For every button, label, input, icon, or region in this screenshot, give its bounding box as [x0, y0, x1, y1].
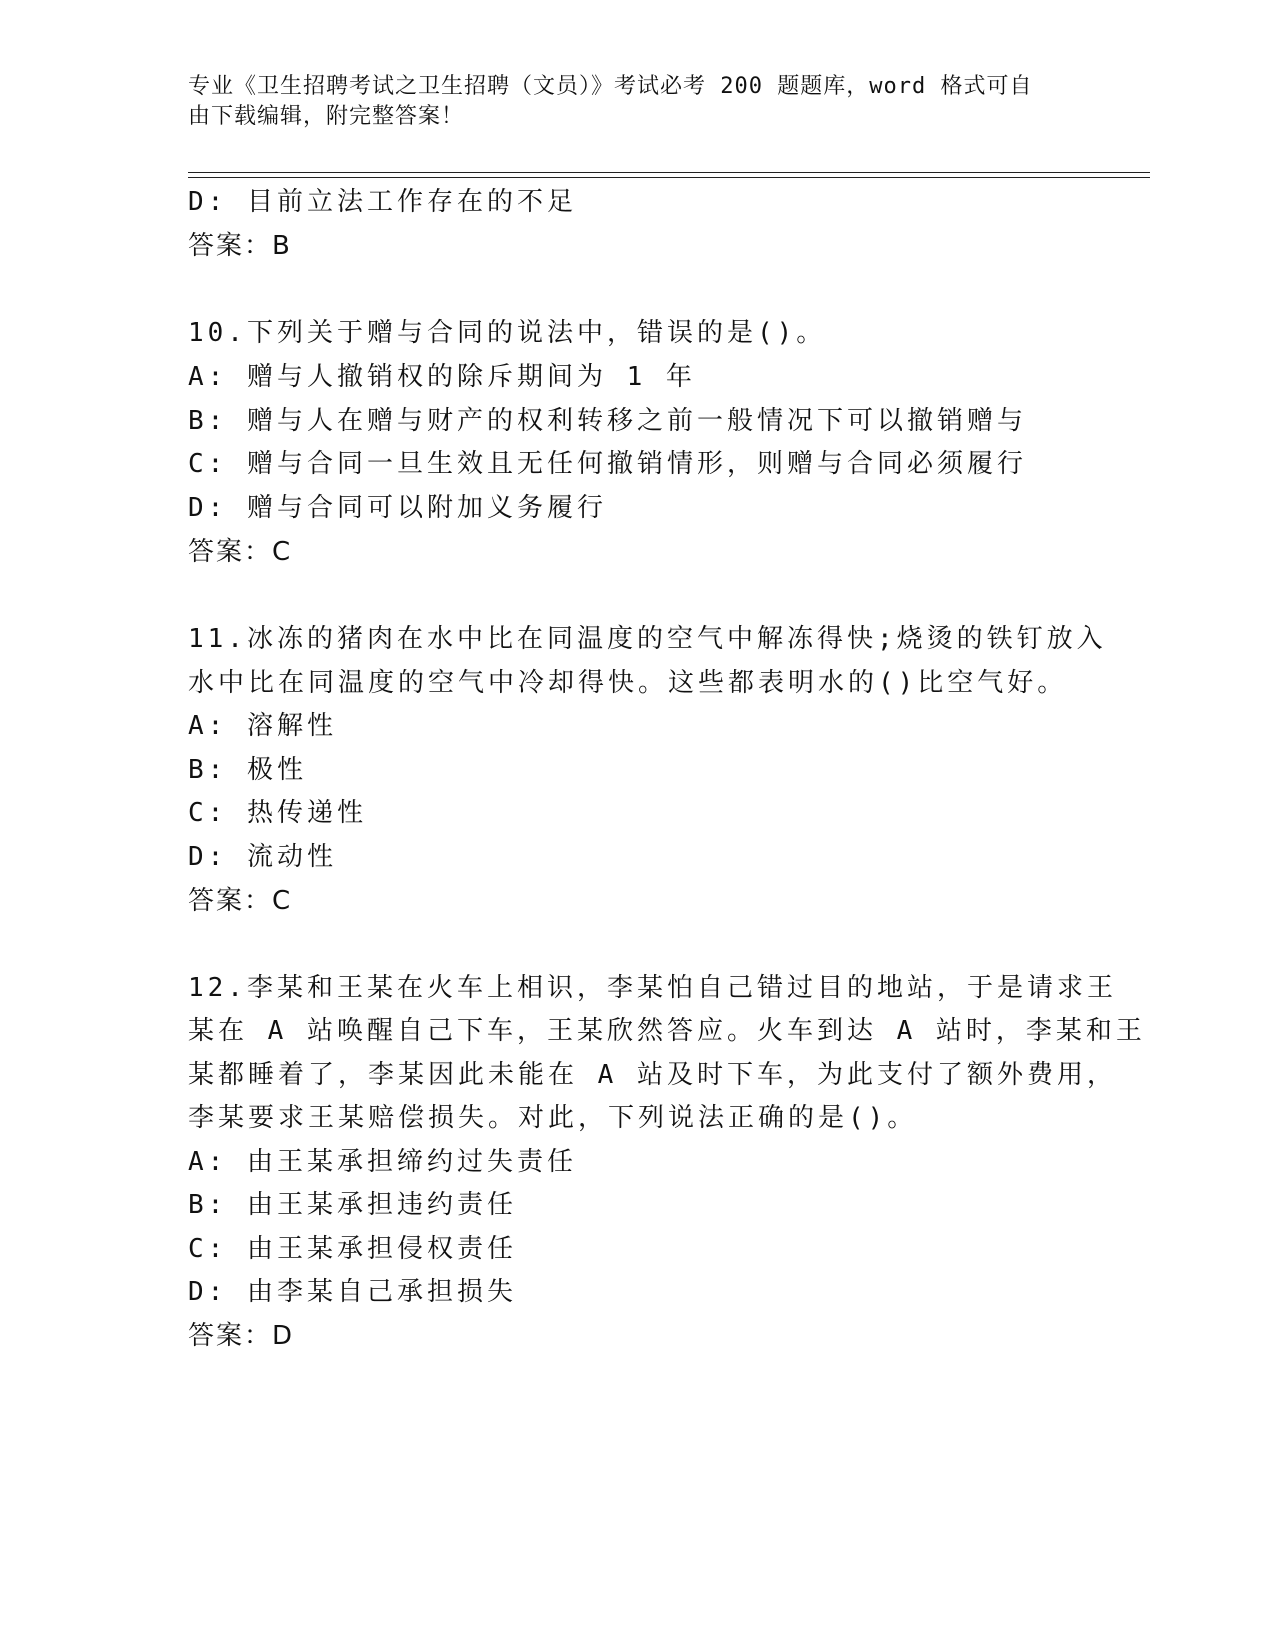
q12-stem-line-1: 12.李某和王某在火车上相识，李某怕自己错过目的地站，于是请求王: [188, 973, 1117, 1003]
q12-stem-line-2: 某在 A 站唤醒自己下车，王某欣然答应。火车到达 A 站时，李某和王: [188, 1016, 1146, 1046]
q10-option-a: A: 赠与人撤销权的除斥期间为 1 年: [188, 362, 696, 392]
q9-answer: 答案：B: [188, 231, 292, 261]
q11-stem-line-2: 水中比在同温度的空气中冷却得快。这些都表明水的()比空气好。: [188, 668, 1068, 698]
q12-stem-line-3: 某都睡着了，李某因此未能在 A 站及时下车，为此支付了额外费用，: [188, 1060, 1117, 1090]
q10-answer: 答案：C: [188, 537, 293, 567]
q12-answer: 答案：D: [188, 1321, 295, 1351]
q11-answer: 答案：C: [188, 886, 293, 916]
header-rule-bottom: [188, 177, 1150, 178]
header-line-2: 由下载编辑，附完整答案！: [188, 104, 465, 129]
q11-option-a: A: 溶解性: [188, 711, 337, 741]
q12-option-a: A: 由王某承担缔约过失责任: [188, 1147, 577, 1177]
q10-option-b: B: 赠与人在赠与财产的权利转移之前一般情况下可以撤销赠与: [188, 406, 1027, 436]
q11-option-b: B: 极性: [188, 755, 307, 785]
q12-option-c: C: 由王某承担侵权责任: [188, 1234, 517, 1264]
q10-option-d: D: 赠与合同可以附加义务履行: [188, 493, 607, 523]
header-line-1: 专业《卫生招聘考试之卫生招聘（文员）》考试必考 200 题题库，word 格式可自: [188, 74, 1033, 99]
q11-stem-line-1: 11.冰冻的猪肉在水中比在同温度的空气中解冻得快;烧烫的铁钉放入: [188, 624, 1107, 654]
q10-stem: 10.下列关于赠与合同的说法中，错误的是()。: [188, 318, 827, 348]
q12-option-b: B: 由王某承担违约责任: [188, 1190, 517, 1220]
q12-stem-line-4: 李某要求王某赔偿损失。对此，下列说法正确的是()。: [188, 1103, 918, 1133]
q11-option-c: C: 热传递性: [188, 798, 367, 828]
q9-option-d: D: 目前立法工作存在的不足: [188, 187, 577, 217]
q11-option-d: D: 流动性: [188, 842, 337, 872]
header-rule-top: [188, 172, 1150, 173]
q12-option-d: D: 由李某自己承担损失: [188, 1277, 517, 1307]
q10-option-c: C: 赠与合同一旦生效且无任何撤销情形，则赠与合同必须履行: [188, 449, 1027, 479]
